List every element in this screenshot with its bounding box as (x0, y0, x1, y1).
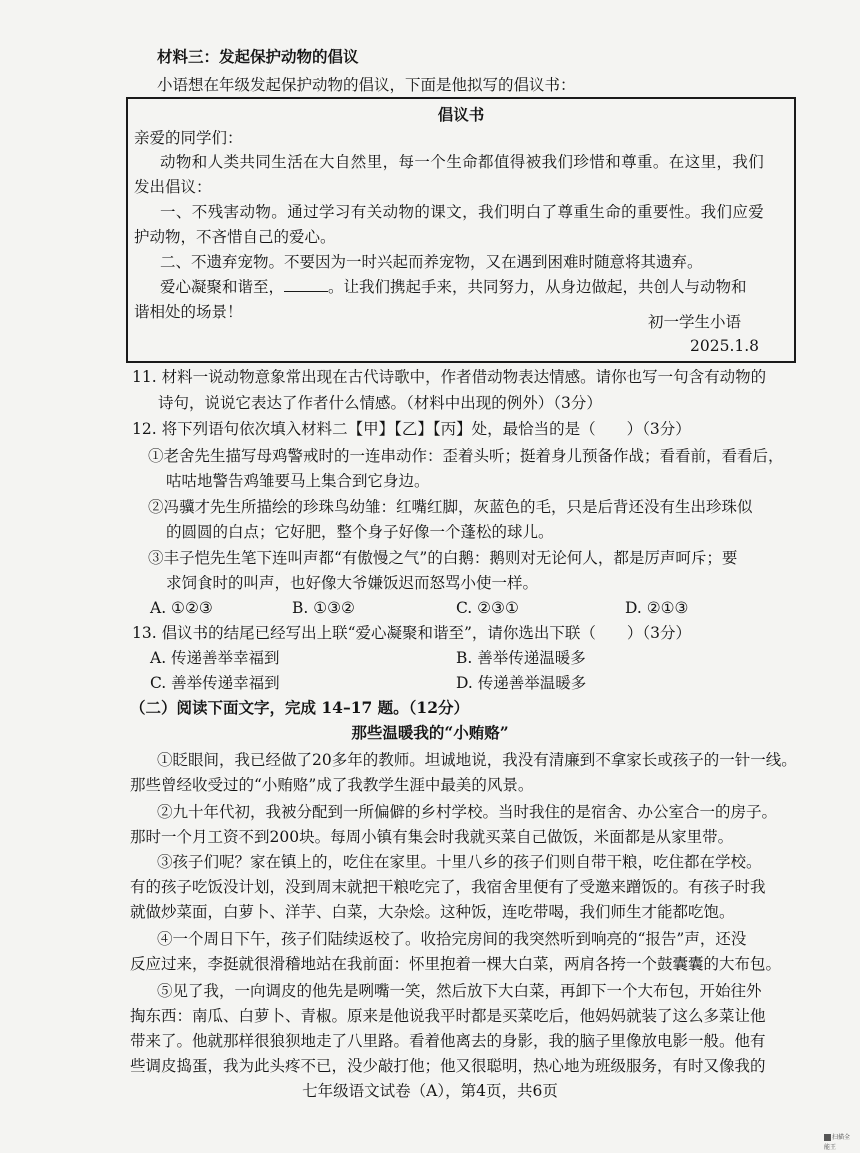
article-line: 带来了。他就那样很狼狈地走了八里路。看着他离去的身影，我的脑子里像放电影一般。他有 (130, 1032, 766, 1050)
part2-heading: （二）阅读下面文字，完成 14–17 题。（12分） (130, 698, 470, 717)
q13-option-a: A. 传递善举幸福到 (150, 649, 280, 667)
page-footer: 七年级语文试卷（A），第4页，共6页 (302, 1082, 558, 1100)
q12-option-c: C. ②③① (456, 599, 519, 617)
proposal-p1-line1: 动物和人类共同生活在大自然里，每一个生命都值得被我们珍惜和尊重。在这里，我们 (160, 153, 765, 171)
scanner-logo-text: 扫描全能王 (824, 1134, 851, 1151)
proposal-p4-prefix: 爱心凝聚和谐至， (160, 278, 285, 296)
article-title: 那些温暖我的“小贿赂” (351, 723, 509, 742)
proposal-p2-line2: 护动物，不吝惜自己的爱心。 (134, 228, 336, 246)
proposal-greeting: 亲爱的同学们： (134, 129, 243, 147)
section3-intro: 小语想在年级发起保护动物的倡议，下面是他拟写的倡议书： (157, 76, 576, 94)
q12-item2-line1: ②冯骥才先生所描绘的珍珠鸟幼雏：红嘴红脚，灰蓝色的毛，只是后背还没有生出珍珠似 (148, 498, 753, 516)
article-line: 反应过来，李挺就很滑稽地站在我前面：怀里抱着一棵大白菜，两肩各挎一个鼓囊囊的大布包。 (130, 955, 782, 973)
proposal-p4-suffix: 。让我们携起手来，共同努力，从身边做起，共创人与动物和 (328, 278, 747, 296)
scanner-logo-icon (824, 1134, 831, 1141)
q12-stem: 12. 将下列语句依次填入材料二【甲】【乙】【丙】处，最恰当的是（ ）（3分） (132, 420, 691, 438)
scanner-logo (824, 1133, 854, 1151)
proposal-p1-line2: 发出倡议： (134, 178, 212, 196)
article-line: ⑤见了我，一向调皮的他先是咧嘴一笑，然后放下大白菜，再卸下一个大布包，开始往外 (157, 982, 762, 1000)
q11-line2: 诗句，说说它表达了作者什么情感。（材料中出现的例外）（3分） (158, 394, 602, 412)
article-line: 那些曾经收受过的“小贿赂”成了我教学生涯中最美的风景。 (130, 776, 534, 794)
proposal-title: 倡议书 (437, 105, 485, 124)
q13-stem: 13. 倡议书的结尾已经写出上联“爱心凝聚和谐至”，请你选出下联（ ）（3分） (132, 624, 692, 642)
proposal-p2-line1: 一、不残害动物。通过学习有关动物的课文，我们明白了尊重生命的重要性。我们应爱 (160, 203, 765, 221)
section3-heading: 材料三：发起保护动物的倡议 (157, 47, 359, 66)
q11-line1: 11. 材料一说动物意象常出现在古代诗歌中，作者借动物表达情感。请你也写一句含有动物的 (132, 368, 767, 386)
q12-item1-line1: ①老舍先生描写母鸡警戒时的一连串动作：歪着头听；挺着身儿预备作战；看看前，看看后， (148, 447, 784, 465)
q12-item3-line2: 求饲食时的叫声，也好像大爷嫌饭迟而怒骂小使一样。 (166, 574, 539, 592)
q12-item3-line1: ③丰子恺先生笔下连叫声都“有傲慢之气”的白鹅：鹅则对无论何人，都是厉声呵斥；要 (148, 549, 738, 567)
article-line: ①眨眼间，我已经做了20多年的教师。坦诚地说，我没有清廉到不拿家长或孩子的一针一线。 (157, 751, 797, 769)
fill-in-blank (284, 276, 328, 292)
q12-option-a: A. ①②③ (150, 599, 213, 617)
article-line: 掏东西：南瓜、白萝卜、青椒。原来是他说我平时都是买菜吃后，他妈妈就装了这么多菜让他 (130, 1007, 766, 1025)
article-line: 那时一个月工资不到200块。每周小镇有集会时我就买菜自己做饭，米面都是从家里带。 (130, 828, 734, 846)
article-line: ③孩子们呢？家在镇上的，吃住在家里。十里八乡的孩子们则自带干粮，吃住都在学校。 (157, 853, 762, 871)
q13-option-b: B. 善举传递温暖多 (456, 649, 586, 667)
article-line: 有的孩子吃饭没计划，没到周末就把干粮吃完了，我宿舍里便有了受邀来蹭饭的。有孩子时我 (130, 878, 766, 896)
q13-option-d: D. 传递善举温暖多 (456, 674, 587, 692)
proposal-p4-line2: 谐相处的场景！ (134, 303, 243, 321)
q12-item1-line2: 咕咕地警告鸡雏要马上集合到它身边。 (166, 472, 430, 490)
article-line: ②九十年代初，我被分配到一所偏僻的乡村学校。当时我住的是宿舍、办公室合一的房子。 (157, 803, 778, 821)
q12-option-d: D. ②①③ (625, 599, 689, 617)
q13-option-c: C. 善举传递幸福到 (150, 674, 280, 692)
proposal-p4-line1 (160, 276, 747, 298)
proposal-signature: 初一学生小语 (648, 313, 742, 331)
proposal-date: 2025.1.8 (690, 337, 760, 355)
proposal-box (126, 97, 796, 363)
proposal-p3-line1: 二、不遗弃宠物。不要因为一时兴起而养宠物，又在遇到困难时随意将其遗弃。 (160, 253, 703, 271)
article-line: ④一个周日下午，孩子们陆续返校了。收拾完房间的我突然听到响亮的“报告”声，还没 (157, 930, 747, 948)
article-line: 些调皮捣蛋，我为此头疼不已，没少敲打他；他又很聪明，热心地为班级服务，有时又像我的 (130, 1057, 766, 1075)
q12-item2-line2: 的圆圆的白点；它好肥，整个身子好像一个蓬松的球儿。 (166, 523, 554, 541)
q12-option-b: B. ①③② (292, 599, 355, 617)
article-line: 就做炒菜面，白萝卜、洋芋、白菜，大杂烩。这种饭，连吃带喝，我们师生才能都吃饱。 (130, 903, 735, 921)
